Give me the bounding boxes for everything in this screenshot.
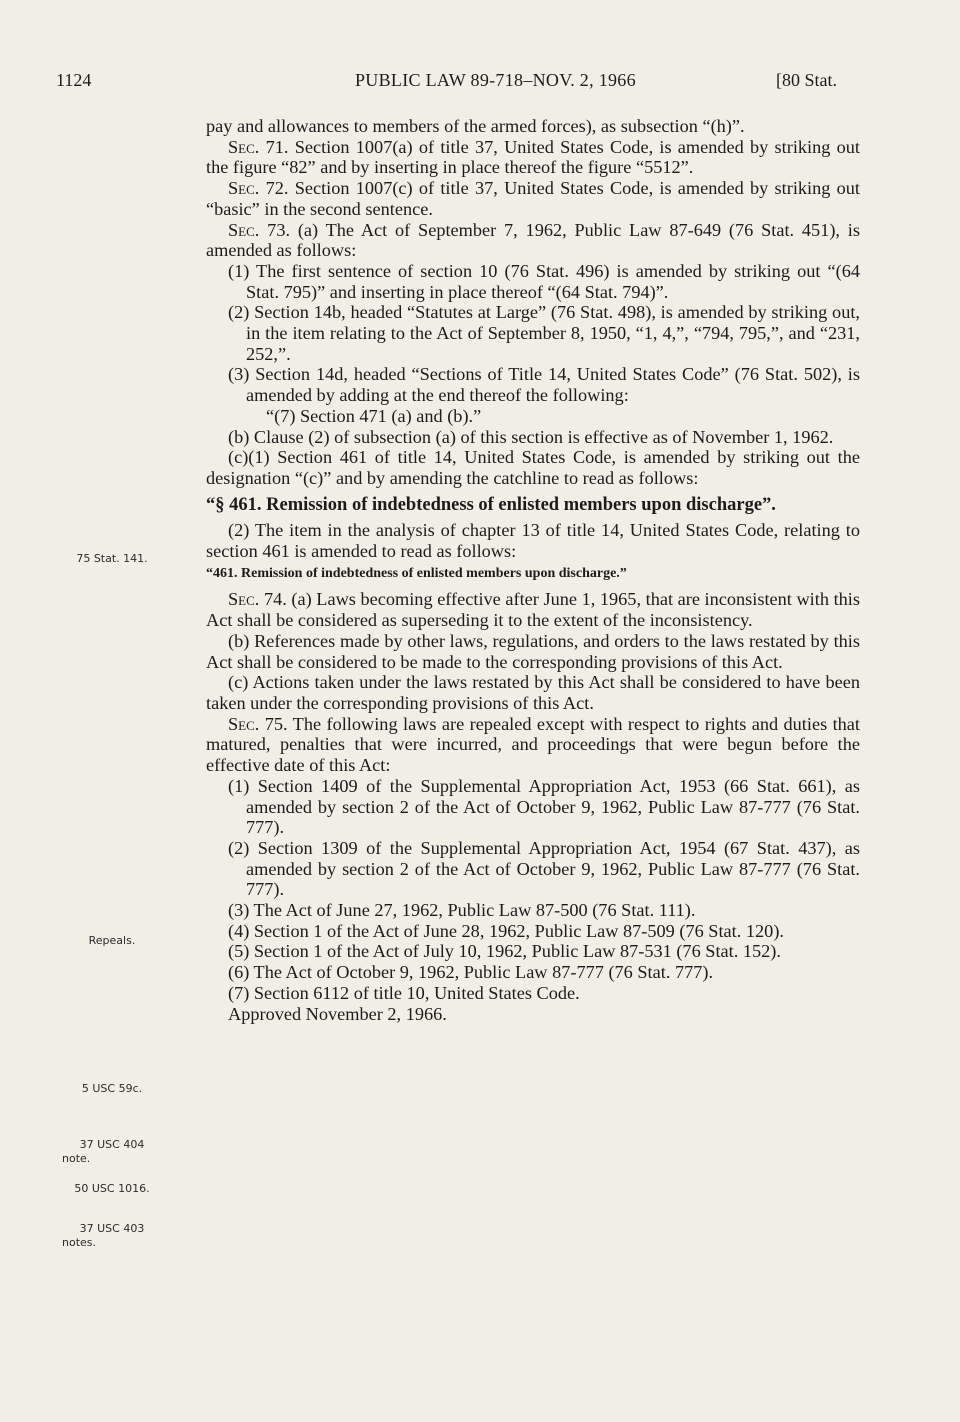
- repealed-law: (3) The Act of June 27, 1962, Public Law 87-500 (76 Stat. 111).: [228, 900, 696, 921]
- subsection: (c)(1) Section 461 of title 14, United States Code, is amended by striking out the designation “(c)” and by amending the catchline to read as follows:: [206, 447, 860, 488]
- margin-note: 5 USC 59c.: [81, 1082, 143, 1095]
- section-heading: “§ 461. Remission of indebtedness of enlisted members upon discharge”.: [206, 494, 776, 515]
- section-71: [206, 137, 860, 178]
- clause: (2) Section 14b, headed “Statutes at Large” (76 Stat. 498), is amended by striking out, in the item relating to the Act of September 8, 1950, “1, 4,”, “794, 795,”, and “231, 252,”.: [228, 302, 860, 364]
- margin-note: 50 USC 1016.: [74, 1182, 150, 1195]
- sec-label: Sec.: [228, 713, 260, 734]
- margin-note-line: 37 USC 404: [79, 1138, 145, 1151]
- clause: (1) The first sentence of section 10 (76 Stat. 496) is amended by striking out “(64 Stat. 795)” and inserting in place thereof “(64 Stat. 794)”.: [228, 260, 860, 302]
- running-title: PUBLIC LAW 89-718–NOV. 2, 1966: [355, 70, 636, 90]
- repealed-law: (6) The Act of October 9, 1962, Public Law 87-777 (76 Stat. 777).: [228, 962, 714, 983]
- section-text: 71. Section 1007(a) of title 37, United States Code, is amended by striking out the figure “82” and by inserting in place thereof the figure “5512”.: [206, 136, 860, 178]
- subsection: (c) Actions taken under the laws restated by this Act shall be considered to have been taken under the corresponding provisions of this Act.: [206, 672, 860, 713]
- repealed-law: (7) Section 6112 of title 10, United States Code.: [228, 982, 580, 1003]
- margin-note-line: notes.: [62, 1236, 97, 1249]
- page-header: [0, 70, 960, 94]
- section-73: [206, 220, 860, 261]
- section-75: [206, 714, 860, 776]
- repealed-law: (1) Section 1409 of the Supplemental Appropriation Act, 1953 (66 Stat. 661), as amended by section 2 of the Act of October 9, 1962, Public Law 87-777 (76 Stat. 777).: [228, 775, 860, 838]
- sec-label: Sec.: [228, 136, 260, 157]
- section-text: 75. The following laws are repealed except with respect to rights and duties that matured, penalties that were incurred, and proceedings that were begun before the effective date of this Act:: [206, 713, 860, 776]
- margin-note: [52, 1222, 172, 1250]
- section-text: 73. (a) The Act of September 7, 1962, Public Law 87-649 (76 Stat. 451), is amended as follows:: [206, 219, 860, 261]
- approval-date: Approved November 2, 1966.: [228, 1003, 447, 1024]
- repealed-law: (2) Section 1309 of the Supplemental Appropriation Act, 1954 (67 Stat. 437), as amended by section 2 of the Act of October 9, 1962, Public Law 87-777 (76 Stat. 777).: [228, 837, 860, 900]
- clause: (3) Section 14d, headed “Sections of Title 14, United States Code” (76 Stat. 502), is amended by adding at the end thereof the following:: [228, 364, 860, 406]
- paragraph: pay and allowances to members of the armed forces), as subsection “(h)”.: [206, 116, 745, 136]
- section-72: [206, 178, 860, 219]
- repealed-law: (4) Section 1 of the Act of June 28, 1962, Public Law 87-509 (76 Stat. 120).: [228, 920, 784, 941]
- section-text: 74. (a) Laws becoming effective after June 1, 1965, that are inconsistent with this Act shall be considered as superseding it to the extent of the inconsistency.: [206, 589, 860, 631]
- page-number: 1124: [56, 70, 92, 90]
- sec-label: Sec.: [228, 589, 260, 610]
- subsection: (2) The item in the analysis of chapter 13 of title 14, United States Code, relating to section 461 is amended to read as follows:: [206, 520, 860, 562]
- sec-label: Sec.: [228, 178, 260, 199]
- subsection: (b) Clause (2) of subsection (a) of this section is effective as of November 1, 1962.: [228, 426, 834, 447]
- margin-note: 75 Stat. 141.: [76, 552, 148, 565]
- statute-volume: [80 Stat.: [776, 70, 837, 90]
- margin-note-line: 37 USC 403: [79, 1222, 145, 1235]
- quoted-text: “(7) Section 471 (a) and (b).”: [266, 405, 482, 426]
- analysis-item: “461. Remission of indebtedness of enlisted members upon discharge.”: [206, 565, 627, 581]
- repealed-law: (5) Section 1 of the Act of July 10, 1962, Public Law 87-531 (76 Stat. 152).: [228, 941, 781, 962]
- margin-note: Repeals.: [88, 934, 136, 947]
- page-body: [206, 116, 860, 1024]
- section-text: 72. Section 1007(c) of title 37, United States Code, is amended by striking out “basic” in the second sentence.: [206, 178, 860, 219]
- sec-label: Sec.: [228, 219, 260, 240]
- margin-note-line: note.: [62, 1152, 91, 1165]
- margin-note: [52, 1138, 172, 1166]
- subsection: (b) References made by other laws, regulations, and orders to the laws restated by this Act shall be considered to be made to the corresponding provisions of this Act.: [206, 630, 860, 672]
- section-74: [206, 589, 860, 630]
